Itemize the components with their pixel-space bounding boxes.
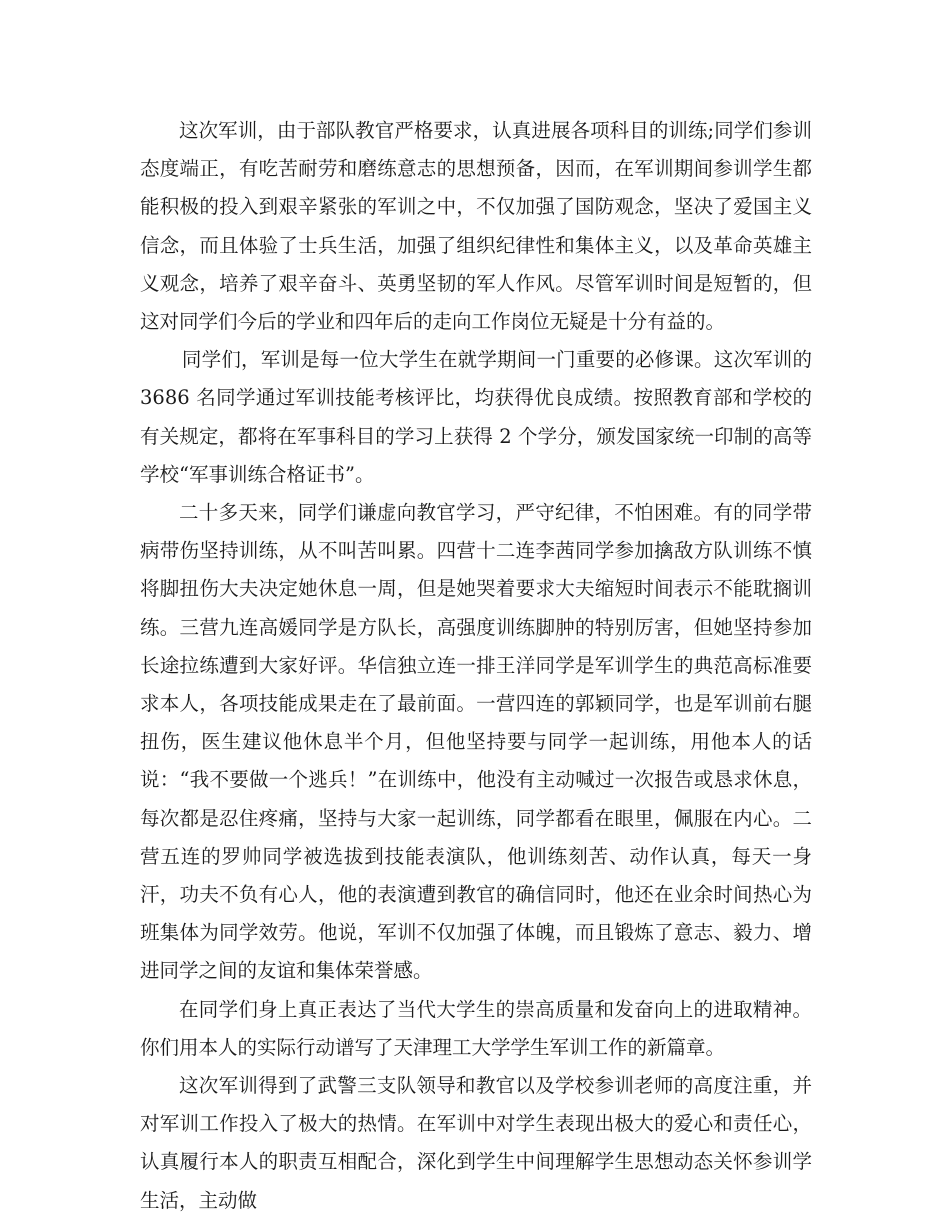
document-page <box>140 112 812 1220</box>
paragraph-2: 同学们，军训是每一位大学生在就学期间一门重要的必修课。这次军训的 3686 名同学通过军训技能考核评比，均获得优良成绩。按照教育部和学校的有关规定，都将在军事科目的学习上获得 2 个学分，颁发国家统一印制的高等学校“军事训练合格证书”。 <box>140 348 812 486</box>
paragraph-4: 在同学们身上真正表达了当代大学生的崇高质量和发奋向上的进取精神。你们用本人的实际行动谱写了天津理工大学学生军训工作的新篇章。 <box>140 997 812 1059</box>
paragraph-5: 这次军训得到了武警三支队领导和教官以及学校参训老师的高度注重，并对军训工作投入了极大的热情。在军训中对学生表现出极大的爱心和责任心，认真履行本人的职责互相配合，深化到学生中间理解学生思想动态关怀参训学生活，主动做 <box>140 1074 812 1212</box>
paragraph-1: 这次军训，由于部队教官严格要求，认真进展各项科目的训练;同学们参训态度端正，有吃苦耐劳和磨练意志的思想预备，因而，在军训期间参训学生都能积极的投入到艰辛紧张的军训之中，不仅加强了国防观念，坚决了爱国主义信念，而且体验了士兵生活，加强了组织纪律性和集体主义，以及革命英雄主义观念，培养了艰辛奋斗、英勇坚韧的军人作风。尽管军训时间是短暂的，但这对同学们今后的学业和四年后的走向工作岗位无疑是十分有益的。 <box>140 119 812 334</box>
paragraph-3: 二十多天来，同学们谦虚向教官学习，严守纪律，不怕困难。有的同学带病带伤坚持训练，从不叫苦叫累。四营十二连李茜同学参加擒敌方队训练不慎将脚扭伤大夫决定她休息一周，但是她哭着要求大夫缩短时间表示不能耽搁训练。三营九连高媛同学是方队长，高强度训练脚肿的特别厉害，但她坚持参加长途拉练遭到大家好评。华信独立连一排王洋同学是军训学生的典范高标准要求本人，各项技能成果走在了最前面。一营四连的郭颖同学，也是军训前右腿扭伤，医生建议他休息半个月，但他坚持要与同学一起训练，用他本人的话说：“我不要做一个逃兵！”在训练中，他没有主动喊过一次报告或恳求休息，每次都是忍住疼痛，坚持与大家一起训练，同学都看在眼里，佩服在内心。二营五连的罗帅同学被选拔到技能表演队，他训练刻苦、动作认真，每天一身汗，功夫不负有心人，他的表演遭到教官的确信同时，他还在业余时间热心为班集体为同学效劳。他说，军训不仅加强了体魄，而且锻炼了意志、毅力、增进同学之间的友谊和集体荣誉感。 <box>140 501 812 983</box>
